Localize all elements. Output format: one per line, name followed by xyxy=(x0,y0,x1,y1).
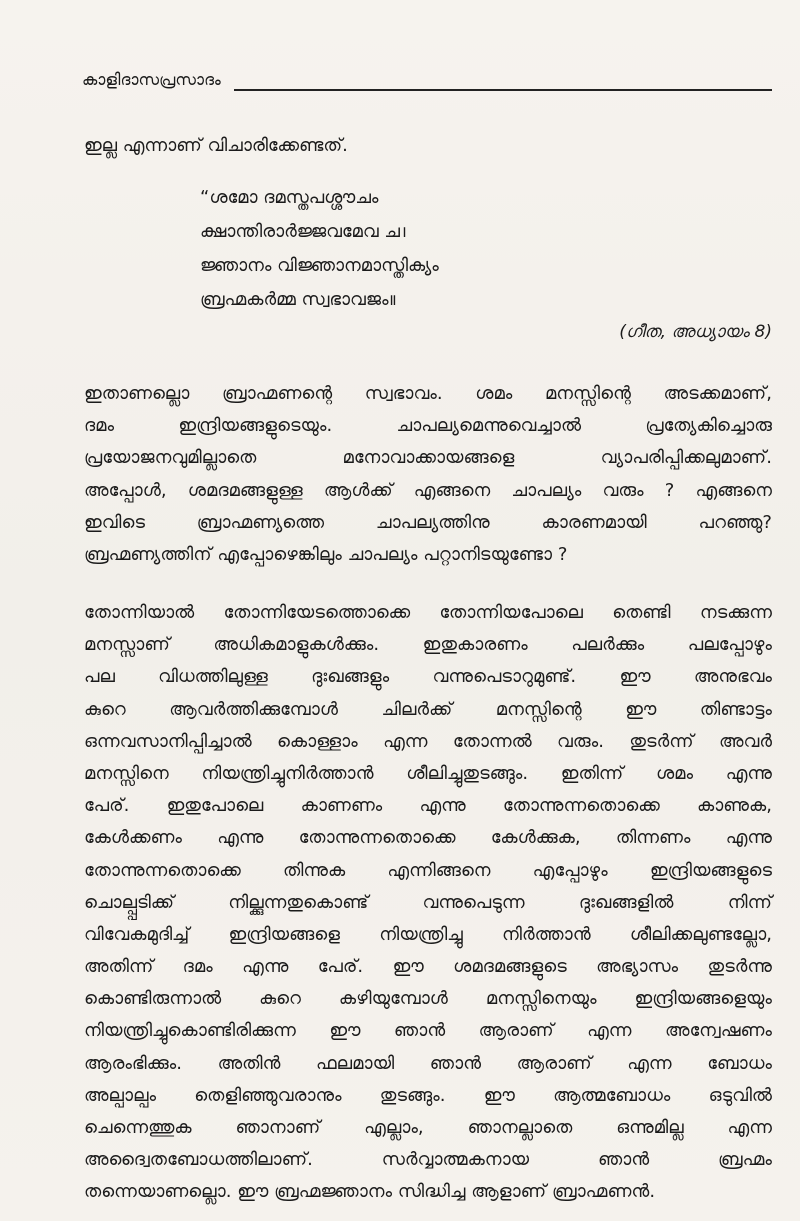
paragraph-line: വിവേകമുദിച്ച് ഇന്ദ്രിയങ്ങളെ നിയന്ത്രിച്ചു നിർത്താൻ ശീലിക്കലുണ്ടല്ലോ, xyxy=(84,923,772,945)
verse-line: ക്ഷാന്തിരാർജ്ജവമേവ ച। xyxy=(200,221,409,242)
paragraph-line: അല്പാല്പം തെളിഞ്ഞുവരാനും തുടങ്ങും. ഈ ആത്മബോധം ഒടുവിൽ xyxy=(84,1084,772,1106)
paragraph-line: ഒന്നവസാനിപ്പിച്ചാൽ കൊള്ളാം എന്ന തോന്നൽ വരും. തുടർന്ന് അവർ xyxy=(84,730,772,752)
paragraph-line: ദമം ഇന്ദ്രിയങ്ങളുടെയും. ചാപല്യമെന്നുവെച്ചാൽ പ്രത്യേകിച്ചൊരു xyxy=(84,415,772,437)
paragraph-line: ചൊല്പ്പടിക്ക് നില്ക്കുന്നതുകൊണ്ട് വന്നുപെടുന്ന ദുഃഖങ്ങളിൽ നിന്ന് xyxy=(84,891,772,913)
paragraph-line: പല വിധത്തിലുള്ള ദുഃഖങ്ങളും വന്നുപെടാറുമുണ്ട്. ഈ അനുഭവം xyxy=(84,666,772,688)
verse-citation: (ഗീത, അധ്യായം 8) xyxy=(619,322,772,342)
verse-line: ബ്രഹ്മകർമ്മ സ്വഭാവജം॥ xyxy=(200,289,398,310)
paragraph-line: പ്രയോജനവുമില്ലാതെ മനോവാക്കായങ്ങളെ വ്യാപരിപ്പിക്കലുമാണ്. xyxy=(84,447,772,469)
paragraph-line: ആരംഭിക്കും. അതിൻ ഫലമായി ഞാൻ ആരാണ് എന്ന ബോധം xyxy=(84,1052,772,1074)
opening-line: ഇല്ല എന്നാണ് വിചാരിക്കേണ്ടത്. xyxy=(84,135,348,156)
paragraph-line: ഇവിടെ ബ്രാഹ്മണ്യത്തെ ചാപല്യത്തിനു കാരണമായി പറഞ്ഞു? xyxy=(84,511,772,533)
paragraph-line: ബ്രഹ്മണ്യത്തിന് എപ്പോഴെങ്കിലും ചാപല്യം പറ്റാനിടയുണ്ടോ ? xyxy=(84,543,568,565)
paragraph-line: മനസ്സിനെ നിയന്ത്രിച്ചുനിർത്താൻ ശീലിച്ചുതുടങ്ങും. ഇതിന്ന് ശമം എന്നു xyxy=(84,762,772,784)
paragraph-line: അതിന്ന് ദമം എന്നു പേര്. ഈ ശമദമങ്ങളുടെ അഭ്യാസം തുടർന്നു xyxy=(84,956,772,978)
paragraph-line: പേര്. ഇതുപോലെ കാണണം എന്നു തോന്നുന്നതൊക്കെ കാണുക, xyxy=(84,795,772,817)
paragraph-line: തന്നെയാണല്ലൊ. ഈ ബ്രഹ്മജ്ഞാനം സിദ്ധിച്ച ആളാണ് ബ്രാഹ്മണൻ. xyxy=(84,1181,656,1203)
paragraph-line: ചെന്നെത്തുക ഞാനാണ് എല്ലാം, ഞാനല്ലാതെ ഒന്നുമില്ല എന്ന xyxy=(84,1117,772,1138)
paragraph-line: ഇതാണല്ലൊ ബ്രാഹ്മണന്റെ സ്വഭാവം. ശമം മനസ്സിന്റെ അടക്കമാണ്, xyxy=(84,383,772,404)
paragraph-2 xyxy=(84,597,772,1209)
paragraph-line: കുറെ ആവർത്തിക്കുമ്പോൾ ചിലർക്ക് മനസ്സിന്റെ ഈ തിണ്ടാട്ടം xyxy=(84,698,772,720)
paragraph-line: കൊണ്ടിരുന്നാൽ കുറെ കഴിയുമ്പോൾ മനസ്സിനെയും ഇന്ദ്രിയങ്ങളെയും xyxy=(84,988,772,1010)
paragraph-line: തോന്നിയാൽ തോന്നിയേടത്തൊക്കെ തോന്നിയപോലെ തെണ്ടി നടക്കുന്ന xyxy=(84,602,772,623)
running-head-title: കാളിദാസപ്രസാദം xyxy=(82,70,221,89)
paragraph-1 xyxy=(84,378,772,571)
paragraph-line: അദ്വൈതബോധത്തിലാണ്. സർവ്വാത്മകനായ ഞാൻ ബ്രഹ്മം xyxy=(84,1149,772,1171)
paragraph-line: കേൾക്കണം എന്നു തോന്നുന്നതൊക്കെ കേൾക്കുക, തിന്നണം എന്നു xyxy=(84,827,772,849)
verse-line: “ശമോ ദമസ്തപശ്ശൗചം xyxy=(200,187,379,208)
header-rule xyxy=(234,89,772,91)
paragraph-line: തോന്നുന്നതൊക്കെ തിന്നുക എന്നിങ്ങനെ എപ്പോഴും ഇന്ദ്രിയങ്ങളുടെ xyxy=(84,859,772,881)
paragraph-line: അപ്പോൾ, ശമദമങ്ങളുള്ള ആൾക്ക് എങ്ങനെ ചാപല്യം വരും ? എങ്ങനെ xyxy=(84,479,772,501)
paragraph-line: മനസ്സാണ് അധികമാളുകൾക്കും. ഇതുകാരണം പലർക്കും പലപ്പോഴും xyxy=(84,634,772,656)
verse-line: ജ്ഞാനം വിജ്ഞാനമാസ്തിക്യം xyxy=(200,255,439,276)
paragraph-line: നിയന്ത്രിച്ചുകൊണ്ടിരിക്കുന്ന ഈ ഞാൻ ആരാണ് എന്ന അന്വേഷണം xyxy=(84,1020,772,1042)
